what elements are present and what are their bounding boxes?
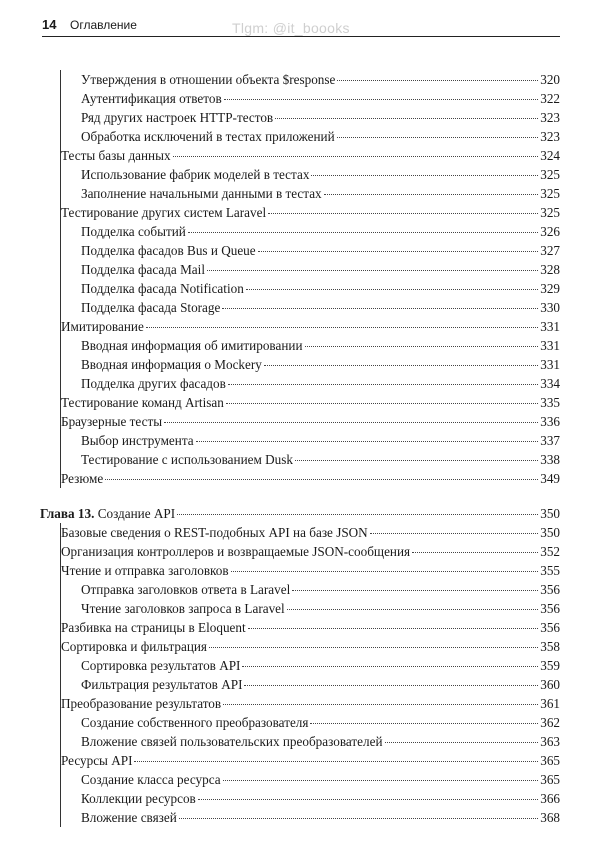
toc-entry-title: Сортировка результатов API (81, 658, 241, 673)
toc-entry-page: 327 (540, 243, 560, 258)
toc-entry[interactable] (60, 808, 560, 827)
toc-entry[interactable] (60, 260, 560, 279)
dot-leader (337, 80, 538, 81)
toc-entry-page: 331 (540, 357, 560, 372)
toc-entry[interactable] (60, 412, 560, 431)
dot-leader (242, 666, 538, 667)
dot-leader (209, 647, 538, 648)
dot-leader (164, 422, 538, 423)
dot-leader (224, 99, 539, 100)
toc-entry[interactable] (60, 694, 560, 713)
dot-leader (295, 460, 538, 461)
dot-leader (264, 365, 538, 366)
dot-leader (198, 799, 538, 800)
toc-entry-title: Вводная информация о Mockery (81, 357, 262, 372)
toc-entry-title: Создание собственного преобразователя (81, 715, 309, 730)
toc-entry[interactable] (60, 355, 560, 374)
toc-entry-title: Тестирование с использованием Dusk (81, 452, 293, 467)
toc-entry[interactable] (60, 450, 560, 469)
toc-entry-title: Создание класса ресурса (81, 772, 221, 787)
toc-entry[interactable] (60, 770, 560, 789)
dot-leader (244, 685, 538, 686)
dot-leader (188, 232, 538, 233)
toc-entry-page: 323 (540, 110, 560, 125)
dot-leader (223, 780, 539, 781)
toc-entry-title: Подделка других фасадов (81, 376, 226, 391)
dot-leader (228, 384, 538, 385)
toc-entry-page: 360 (540, 677, 560, 692)
toc-entry-page: 363 (540, 734, 560, 749)
toc-entry-page: 326 (540, 224, 560, 239)
dot-leader (287, 609, 539, 610)
toc-entry-title: Ряд других настроек HTTP-тестов (81, 110, 274, 125)
dot-leader (305, 346, 539, 347)
toc-entry-title: Вводная информация об имитировании (81, 338, 303, 353)
toc-entry-page: 361 (540, 696, 560, 711)
dot-leader (173, 156, 539, 157)
toc-entry-page: 329 (540, 281, 560, 296)
toc-entry-title: Утверждения в отношении объекта $response (81, 72, 336, 87)
toc-entry[interactable] (60, 713, 560, 732)
toc-entry[interactable] (60, 542, 560, 561)
toc-entry-page: 350 (540, 506, 560, 521)
toc-entry-page: 331 (540, 319, 560, 334)
toc-entry-page: 322 (540, 91, 560, 106)
toc-entry-page: 356 (540, 620, 560, 635)
toc-entry[interactable] (60, 108, 560, 127)
toc-entry[interactable] (60, 317, 560, 336)
chapter-title: Создание API (97, 506, 176, 521)
page-number: 14 (42, 17, 57, 32)
toc-entry-title: Вложение связей пользовательских преобразователей (81, 734, 383, 749)
toc-chapter-heading[interactable] (40, 500, 560, 523)
toc-entry[interactable] (60, 241, 560, 260)
dot-leader (268, 213, 538, 214)
toc-entry[interactable] (60, 336, 560, 355)
toc-entry-page: 365 (540, 772, 560, 787)
toc-entry[interactable] (60, 374, 560, 393)
dot-leader (324, 194, 539, 195)
dot-leader (179, 818, 538, 819)
toc-entry-title: Заполнение начальными данными в тестах (81, 186, 322, 201)
toc-entry-title: Ресурсы API (61, 753, 133, 768)
toc-entry-page: 358 (540, 639, 560, 654)
toc-entry[interactable] (60, 789, 560, 808)
toc-entry-page: 336 (540, 414, 560, 429)
dot-leader (292, 590, 538, 591)
toc-entry-title: Сортировка и фильтрация (61, 639, 208, 654)
toc-entry[interactable] (60, 637, 560, 656)
dot-leader (222, 308, 538, 309)
toc-entry-title: Коллекции ресурсов (81, 791, 196, 806)
toc-entry-title: Подделка фасадов Bus и Queue (81, 243, 256, 258)
toc-entry-page: 356 (540, 601, 560, 616)
toc-entry-page: 366 (540, 791, 560, 806)
toc-entry[interactable] (60, 599, 560, 618)
toc-entry-page: 349 (540, 471, 560, 486)
toc-entry-page: 323 (540, 129, 560, 144)
dot-leader (311, 175, 538, 176)
toc-entry[interactable] (60, 127, 560, 146)
toc-entry[interactable] (60, 165, 560, 184)
dot-leader (337, 137, 539, 138)
toc-entry-page: 325 (540, 205, 560, 220)
toc-entry[interactable] (60, 561, 560, 580)
toc-entry-title: Отправка заголовков ответа в Laravel (81, 582, 291, 597)
dot-leader (310, 723, 538, 724)
toc-entry[interactable] (60, 431, 560, 450)
dot-leader (370, 533, 539, 534)
running-title: Оглавление (70, 18, 137, 32)
toc-section-chapter-13 (60, 523, 560, 827)
toc-entry-page: 334 (540, 376, 560, 391)
toc-entry-title: Подделка событий (81, 224, 186, 239)
toc-entry-title: Выбор инструмента (81, 433, 194, 448)
toc-entry[interactable] (60, 675, 560, 694)
toc-entry-page: 338 (540, 452, 560, 467)
dot-leader (146, 327, 538, 328)
toc-entry-title: Подделка фасада Storage (81, 300, 221, 315)
chapter-label: Глава 13. (40, 506, 95, 521)
watermark: Tlgm: @it_boooks (232, 20, 350, 36)
toc-entry[interactable] (60, 279, 560, 298)
toc-entry-page: 330 (540, 300, 560, 315)
toc-entry-page: 359 (540, 658, 560, 673)
toc-entry[interactable] (60, 184, 560, 203)
dot-leader (258, 251, 539, 252)
dot-leader (248, 628, 539, 629)
toc-entry-title: Использование фабрик моделей в тестах (81, 167, 310, 182)
toc-entry-title: Чтение заголовков запроса в Laravel (81, 601, 285, 616)
toc-entry-page: 368 (540, 810, 560, 825)
toc-entry[interactable] (60, 298, 560, 317)
toc-entry-page: 320 (540, 72, 560, 87)
toc-entry[interactable] (60, 656, 560, 675)
dot-leader (207, 270, 538, 271)
toc-entry-page: 331 (540, 338, 560, 353)
dot-leader (105, 479, 538, 480)
toc-section-chapter-12 (60, 70, 560, 488)
toc-entry-title: Тесты базы данных (61, 148, 171, 163)
toc-entry-title: Обработка исключений в тестах приложений (81, 129, 335, 144)
toc-entry-title: Аутентификация ответов (81, 91, 222, 106)
toc-entry-title: Преобразование результатов (61, 696, 222, 711)
dot-leader (385, 742, 539, 743)
toc-entry-title: Резюме (61, 471, 104, 486)
toc-entry[interactable] (60, 89, 560, 108)
toc-entry-title: Имитирование (61, 319, 144, 334)
toc-entry-title: Браузерные тесты (61, 414, 163, 429)
toc-entry-title: Организация контроллеров и возвращаемые JSON-сообщения (61, 544, 411, 559)
toc-entry[interactable] (60, 393, 560, 412)
toc-entry[interactable] (60, 732, 560, 751)
toc-entry[interactable] (60, 469, 560, 488)
toc-entry-title: Чтение и отправка заголовков (61, 563, 229, 578)
toc-entry-page: 324 (540, 148, 560, 163)
toc-entry-page: 337 (540, 433, 560, 448)
toc-entry-page: 365 (540, 753, 560, 768)
toc-entry-title: Тестирование других систем Laravel (61, 205, 267, 220)
toc-entry[interactable] (60, 523, 560, 542)
toc-entry-title: Вложение связей (81, 810, 177, 825)
toc-entry-page: 335 (540, 395, 560, 410)
toc-entry-page: 355 (540, 563, 560, 578)
dot-leader (196, 441, 539, 442)
dot-leader (231, 571, 539, 572)
toc-entry[interactable] (60, 618, 560, 637)
dot-leader (134, 761, 538, 762)
toc-entry-page: 352 (540, 544, 560, 559)
toc-entry-title: Базовые сведения о REST-подобных API на базе JSON (61, 525, 368, 540)
dot-leader (223, 704, 538, 705)
dot-leader (275, 118, 538, 119)
toc-entry-title: Подделка фасада Notification (81, 281, 244, 296)
toc-entry[interactable] (60, 222, 560, 241)
dot-leader (412, 552, 538, 553)
toc-entry-page: 350 (540, 525, 560, 540)
toc-entry-title: Подделка фасада Mail (81, 262, 205, 277)
table-of-contents (40, 70, 560, 827)
toc-entry-page: 328 (540, 262, 560, 277)
dot-leader (177, 514, 538, 515)
toc-entry[interactable] (60, 146, 560, 165)
toc-entry[interactable] (60, 580, 560, 599)
toc-entry-title: Разбивка на страницы в Eloquent (61, 620, 246, 635)
toc-entry-title (40, 506, 175, 522)
toc-entry-page: 362 (540, 715, 560, 730)
dot-leader (246, 289, 538, 290)
toc-entry[interactable] (60, 203, 560, 222)
section-gap (60, 488, 560, 500)
toc-entry-title: Тестирование команд Artisan (61, 395, 224, 410)
toc-entry[interactable] (60, 751, 560, 770)
dot-leader (226, 403, 538, 404)
toc-entry-page: 325 (540, 186, 560, 201)
toc-entry-title: Фильтрация результатов API (81, 677, 243, 692)
toc-entry[interactable] (60, 70, 560, 89)
toc-entry-page: 325 (540, 167, 560, 182)
toc-entry-page: 356 (540, 582, 560, 597)
